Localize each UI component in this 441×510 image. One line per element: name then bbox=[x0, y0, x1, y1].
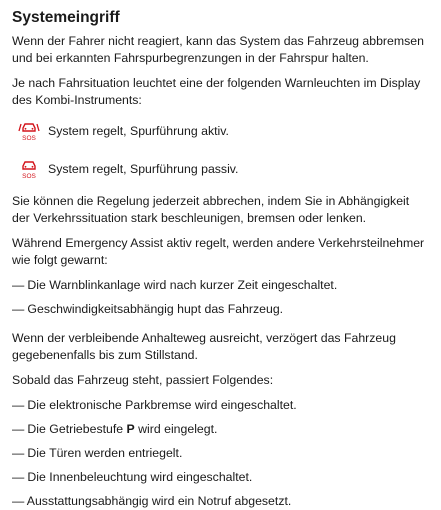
warning-row-passive bbox=[12, 157, 429, 181]
dash: — bbox=[12, 278, 25, 292]
stop-paragraph: Wenn der verbleibende Anhalteweg ausreicht, verzögert das Fahrzeug gegebenenfalls bis zum Stillstand. bbox=[12, 331, 396, 362]
list-item: — Ausstattungsabhängig wird ein Notruf abgesetzt. bbox=[12, 494, 292, 508]
page-title: Systemeingriff bbox=[12, 9, 120, 26]
sos-label: SOS bbox=[22, 173, 36, 180]
warn-list bbox=[12, 277, 429, 318]
list-item: — Die elektronische Parkbremse wird eingeschaltet. bbox=[12, 398, 297, 412]
warning-row-active bbox=[12, 119, 429, 143]
intro-paragraph: Wenn der Fahrer nicht reagiert, kann das System das Fahrzeug abbremsen und bei erkannten Fahrspurbegrenzungen in der Fahrspur halten. bbox=[12, 34, 424, 65]
standstill-paragraph: Sobald das Fahrzeug steht, passiert Folgendes: bbox=[12, 373, 274, 387]
list-item: — Die Innenbeleuchtung wird eingeschaltet. bbox=[12, 470, 253, 484]
warning-lights-intro: Je nach Fahrsituation leuchtet eine der folgenden Warnleuchten im Display des Kombi-Instruments: bbox=[12, 76, 421, 107]
list-item: — Die Warnblinkanlage wird nach kurzer Zeit eingeschaltet. bbox=[12, 278, 338, 292]
list-item: — Die Getriebestufe P wird eingelegt. bbox=[12, 422, 218, 436]
sos-lane-passive-icon bbox=[18, 158, 40, 180]
list-item: — Die Türen werden entriegelt. bbox=[12, 446, 183, 460]
sos-label: SOS bbox=[22, 135, 36, 142]
standstill-list bbox=[12, 397, 429, 510]
list-item: — Geschwindigkeitsabhängig hupt das Fahrzeug. bbox=[12, 302, 284, 316]
assist-paragraph: Während Emergency Assist aktiv regelt, werden andere Verkehrsteilnehmer wie folgt gewarnt: bbox=[12, 236, 425, 267]
dash: — bbox=[12, 302, 25, 316]
cancel-paragraph: Sie können die Regelung jederzeit abbrechen, indem Sie in Abhängigkeit der Verkehrssituation stark beschleunigen, bremsen oder lenken. bbox=[12, 194, 410, 225]
gear-p-label: P bbox=[126, 422, 135, 436]
warning-text-active: System regelt, Spurführung aktiv. bbox=[48, 123, 229, 138]
warning-text-passive: System regelt, Spurführung passiv. bbox=[48, 161, 239, 176]
sos-lane-active-icon bbox=[18, 120, 40, 142]
